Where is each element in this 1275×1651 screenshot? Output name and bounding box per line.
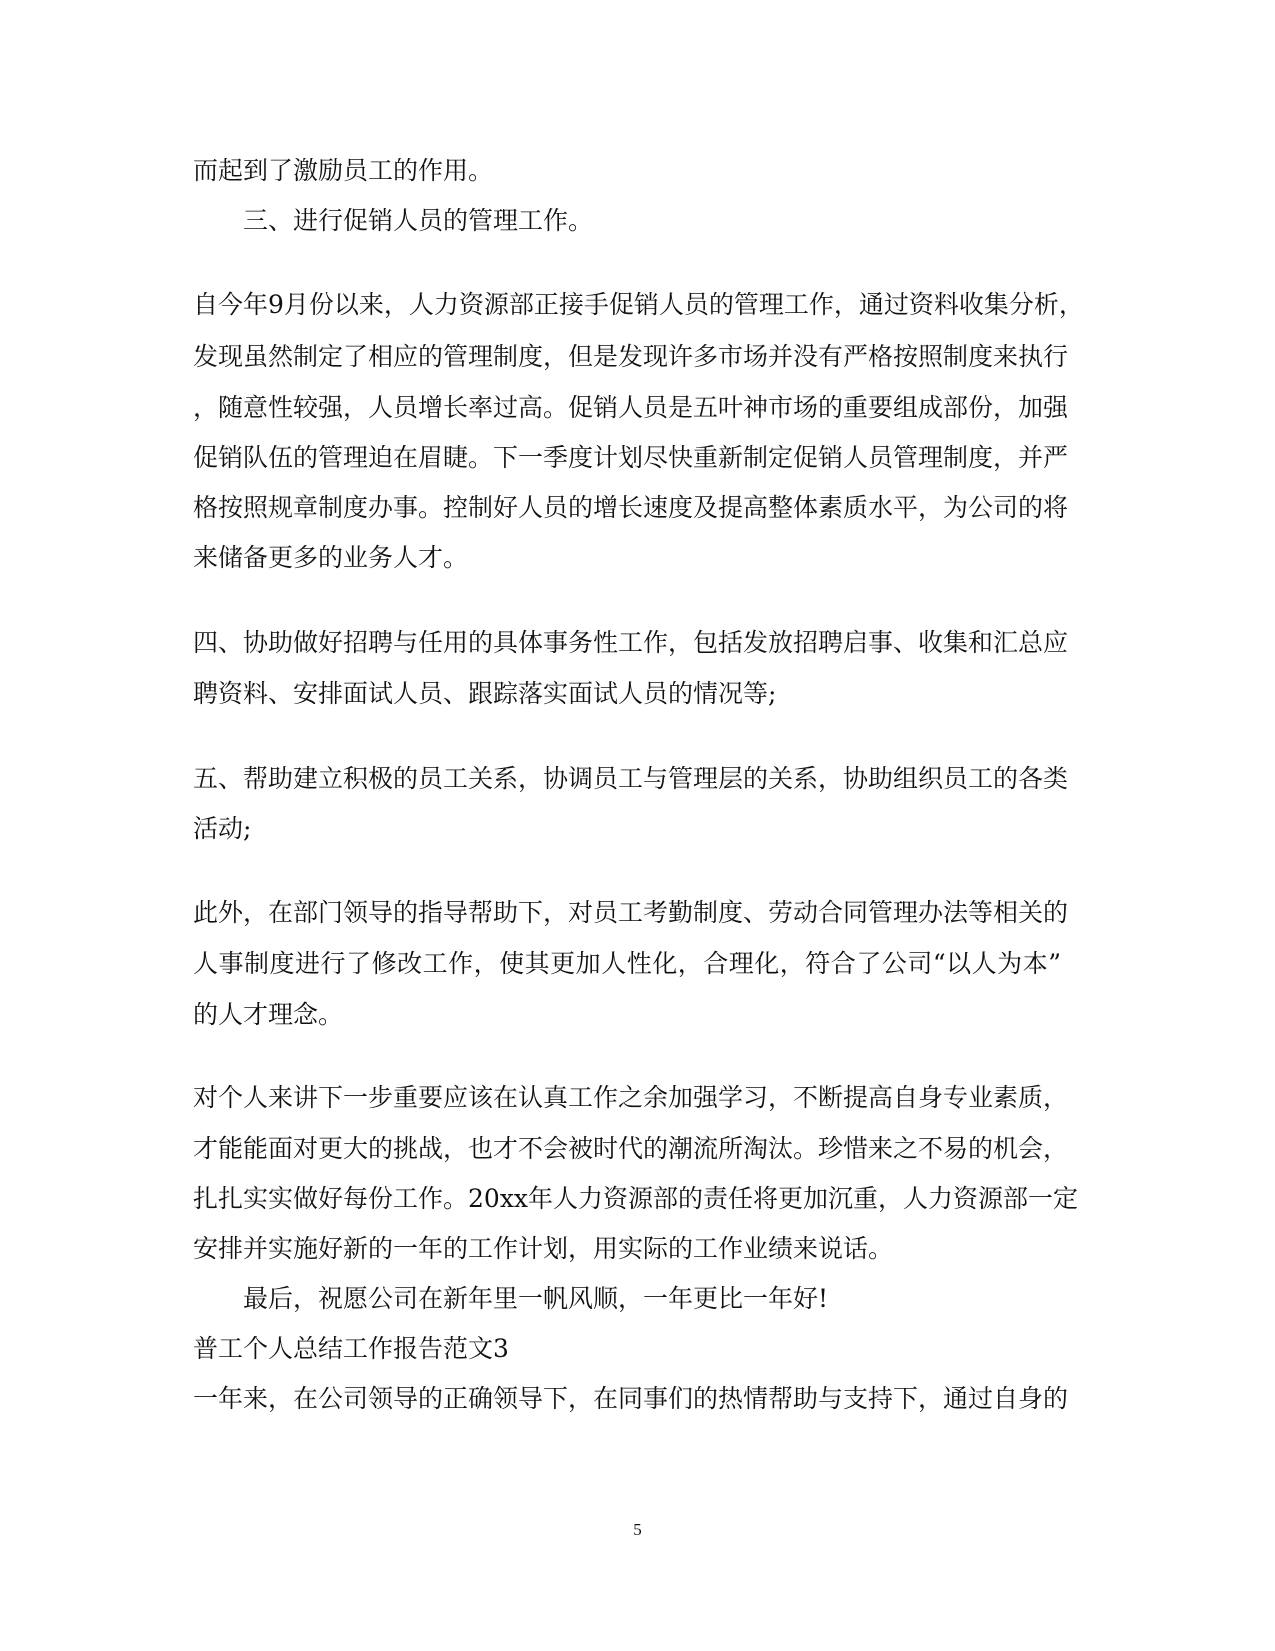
text-line: 促销队伍的管理迫在眉睫。下一季度计划尽快重新制定促销人员管理制度，并严 — [193, 443, 1069, 472]
text-line: 活动; — [193, 814, 252, 843]
text-line: 的人才理念。 — [193, 1000, 344, 1029]
closing-line: 最后，祝愿公司在新年里一帆风顺，一年更比一年好! — [243, 1284, 829, 1313]
text-line: 人事制度进行了修改工作，使其更加人性化，合理化，符合了公司“以人为本” — [193, 949, 1061, 978]
text-line: 聘资料、安排面试人员、跟踪落实面试人员的情况等; — [193, 679, 777, 708]
text-line: 才能能面对更大的挑战，也才不会被时代的潮流所淘汰。珍惜来之不易的机会， — [193, 1134, 1069, 1163]
text-line: 对个人来讲下一步重要应该在认真工作之余加强学习，不断提高自身专业素质， — [193, 1083, 1069, 1112]
text-line: ，随意性较强，人员增长率过高。促销人员是五叶神市场的重要组成部份，加强 — [193, 393, 1069, 422]
text-line: 扎扎实实做好每份工作。20xx年人力资源部的责任将更加沉重，人力资源部一定 — [193, 1184, 1079, 1213]
text-line: 自今年9月份以来，人力资源部正接手促销人员的管理工作，通过资料收集分析， — [193, 290, 1084, 319]
text-line: 此外，在部门领导的指导帮助下，对员工考勤制度、劳动合同管理办法等相关的 — [193, 898, 1069, 927]
section-heading: 三、进行促销人员的管理工作。 — [243, 206, 594, 235]
text-line: 来储备更多的业务人才。 — [193, 543, 469, 572]
text-line: 一年来，在公司领导的正确领导下，在同事们的热情帮助与支持下，通过自身的 — [193, 1384, 1069, 1413]
text-line: 五、帮助建立积极的员工关系，协调员工与管理层的关系，协助组织员工的各类 — [193, 764, 1069, 793]
text-line: 发现虽然制定了相应的管理制度，但是发现许多市场并没有严格按照制度来执行 — [193, 342, 1069, 371]
text-line: 而起到了激励员工的作用。 — [193, 156, 494, 185]
text-line: 格按照规章制度办事。控制好人员的增长速度及提高整体素质水平，为公司的将 — [193, 493, 1069, 522]
page-number: 5 — [633, 1520, 642, 1539]
text-line: 四、协助做好招聘与任用的具体事务性工作，包括发放招聘启事、收集和汇总应 — [193, 628, 1069, 657]
section-title: 普工个人总结工作报告范文3 — [193, 1334, 509, 1363]
text-line: 安排并实施好新的一年的工作计划，用实际的工作业绩来说话。 — [193, 1234, 894, 1263]
